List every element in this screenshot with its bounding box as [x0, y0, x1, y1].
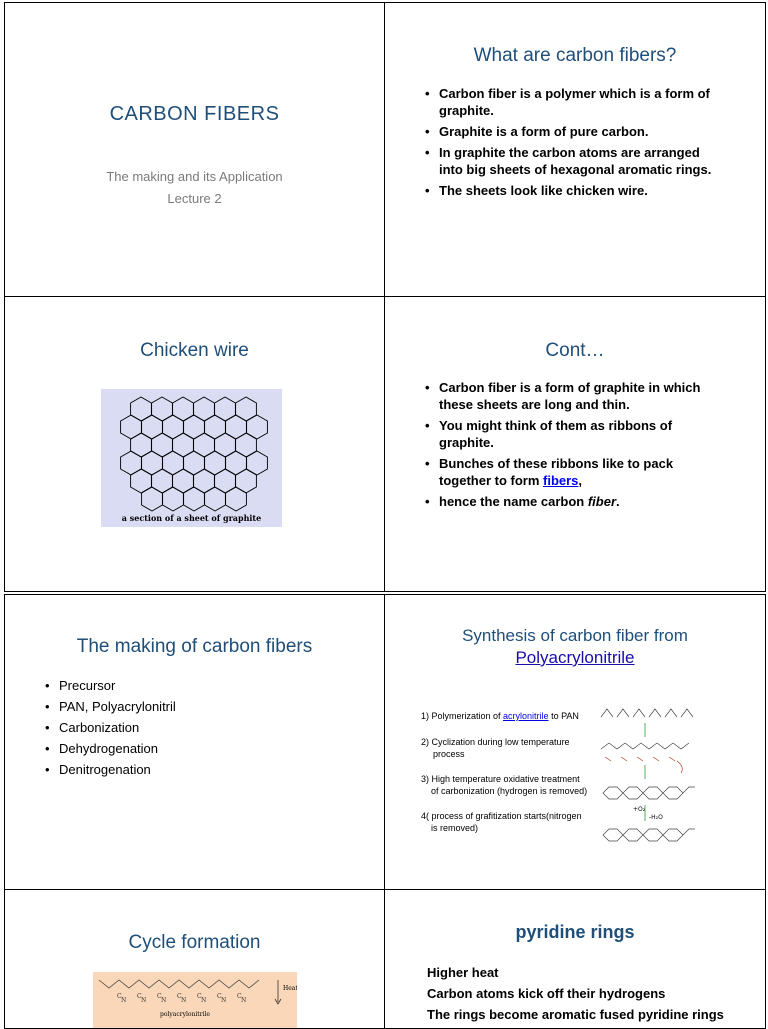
step-text: of carbonization (hydrogen is removed) [431, 786, 588, 796]
text-line: Higher heat [427, 965, 499, 980]
step-text: 1) Polymerization of [421, 711, 504, 721]
svg-text:N: N [181, 997, 187, 1004]
bullet-item: • The sheets look like chicken wire. [425, 182, 725, 199]
bullet-text: Bunches of these ribbons like to pack together to form [439, 456, 674, 488]
fibers-link[interactable]: fibers [543, 473, 579, 488]
svg-text:N: N [121, 997, 127, 1004]
step-text: to PAN [548, 711, 579, 721]
slide-title: Chicken wire [140, 340, 249, 361]
slide-subtitle: The making and its Application [106, 169, 283, 184]
bullet-item: • Dehydrogenation [45, 740, 325, 757]
figure-caption: a section of a sheet of graphite [121, 513, 262, 523]
text-line: The rings become aromatic fused pyridine rings [427, 1007, 724, 1022]
text-lines [427, 962, 724, 1025]
slide-title: CARBON FIBERS [109, 103, 280, 125]
bullet-item: • Graphite is a form of pure carbon. [425, 123, 725, 140]
svg-text:N: N [241, 997, 247, 1004]
polyacrylonitrile-chain-diagram [93, 972, 297, 1029]
bullet-text: , [578, 473, 583, 488]
bullet-item: • Carbonization [45, 719, 325, 736]
bullet-item: • Carbon fiber is a polymer which is a form of graphite. [425, 85, 725, 119]
step-text: 3) High temperature oxidative treatment [421, 774, 580, 784]
bullet-text: . [616, 494, 620, 509]
bullet-list [425, 85, 725, 203]
slide-title: What are carbon fibers? [473, 45, 677, 66]
svg-text:C: C [197, 993, 202, 1000]
svg-text:C: C [157, 993, 162, 1000]
svg-text:N: N [161, 997, 167, 1004]
acrylonitrile-link[interactable]: acrylonitrile [503, 711, 549, 721]
step-text: 4( process of grafitization starts(nitrogen [421, 811, 582, 821]
slide-title: pyridine rings [515, 922, 635, 942]
bullet-list [45, 677, 325, 782]
lecture-label: Lecture 2 [167, 191, 222, 206]
synthesis-scheme-diagram [597, 697, 702, 852]
step-4 [421, 810, 582, 834]
step-1 [421, 710, 579, 722]
heat-label: Heat [283, 985, 297, 992]
slide-1 [4, 2, 385, 297]
text-line: Carbon atoms kick off their hydrogens [427, 986, 666, 1001]
step-text: 2) Cyclization during low temperature [421, 737, 570, 747]
bullet-item: • In graphite the carbon atoms are arranged into big sheets of hexagonal aromatic rings. [425, 144, 725, 178]
slide-title: Cycle formation [128, 932, 261, 953]
slide-8 [384, 889, 766, 1029]
slide-7 [4, 889, 385, 1029]
emphasis-text: fiber [587, 494, 616, 509]
slide-title: The making of carbon fibers [76, 636, 313, 657]
svg-text:C: C [137, 993, 142, 1000]
step-text: process [433, 749, 465, 759]
slide-4 [384, 296, 766, 592]
slide-title [385, 625, 765, 669]
slide-6 [384, 594, 766, 890]
slide-2 [384, 2, 766, 297]
svg-text:C: C [117, 993, 122, 1000]
oxygen-label: +O₂ [633, 806, 646, 813]
polyacrylonitrile-link[interactable]: Polyacrylonitrile [515, 648, 635, 667]
svg-text:C: C [237, 993, 242, 1000]
step-text: is removed) [431, 823, 479, 833]
bullet-list [425, 379, 715, 514]
bullet-item: • PAN, Polyacrylonitril [45, 698, 325, 715]
slide-title: Cont… [545, 340, 605, 361]
bullet-item: • Carbon fiber is a form of graphite in which these sheets are long and thin. [425, 379, 715, 413]
cycle-formation-figure [93, 972, 297, 1029]
svg-text:N: N [221, 997, 227, 1004]
water-label: -H₂O [649, 814, 663, 821]
bullet-item: • You might think of them as ribbons of graphite. [425, 417, 715, 451]
figure-label: polyacrylonitrile [160, 1011, 210, 1018]
svg-text:C: C [217, 993, 222, 1000]
step-2 [421, 736, 570, 760]
svg-text:N: N [201, 997, 207, 1004]
slide-3 [4, 296, 385, 592]
bullet-text: hence the name carbon [439, 494, 588, 509]
svg-text:N: N [141, 997, 147, 1004]
bullet-item: • Precursor [45, 677, 325, 694]
step-3 [421, 773, 587, 797]
bullet-item [425, 455, 715, 489]
graphite-sheet-figure [101, 389, 282, 527]
slide-5 [4, 594, 385, 890]
title-line: Synthesis of carbon fiber from [462, 626, 688, 645]
bullet-item [425, 493, 715, 510]
graphite-lattice-diagram [101, 389, 282, 527]
bullet-item: • Denitrogenation [45, 761, 325, 778]
svg-text:C: C [177, 993, 182, 1000]
